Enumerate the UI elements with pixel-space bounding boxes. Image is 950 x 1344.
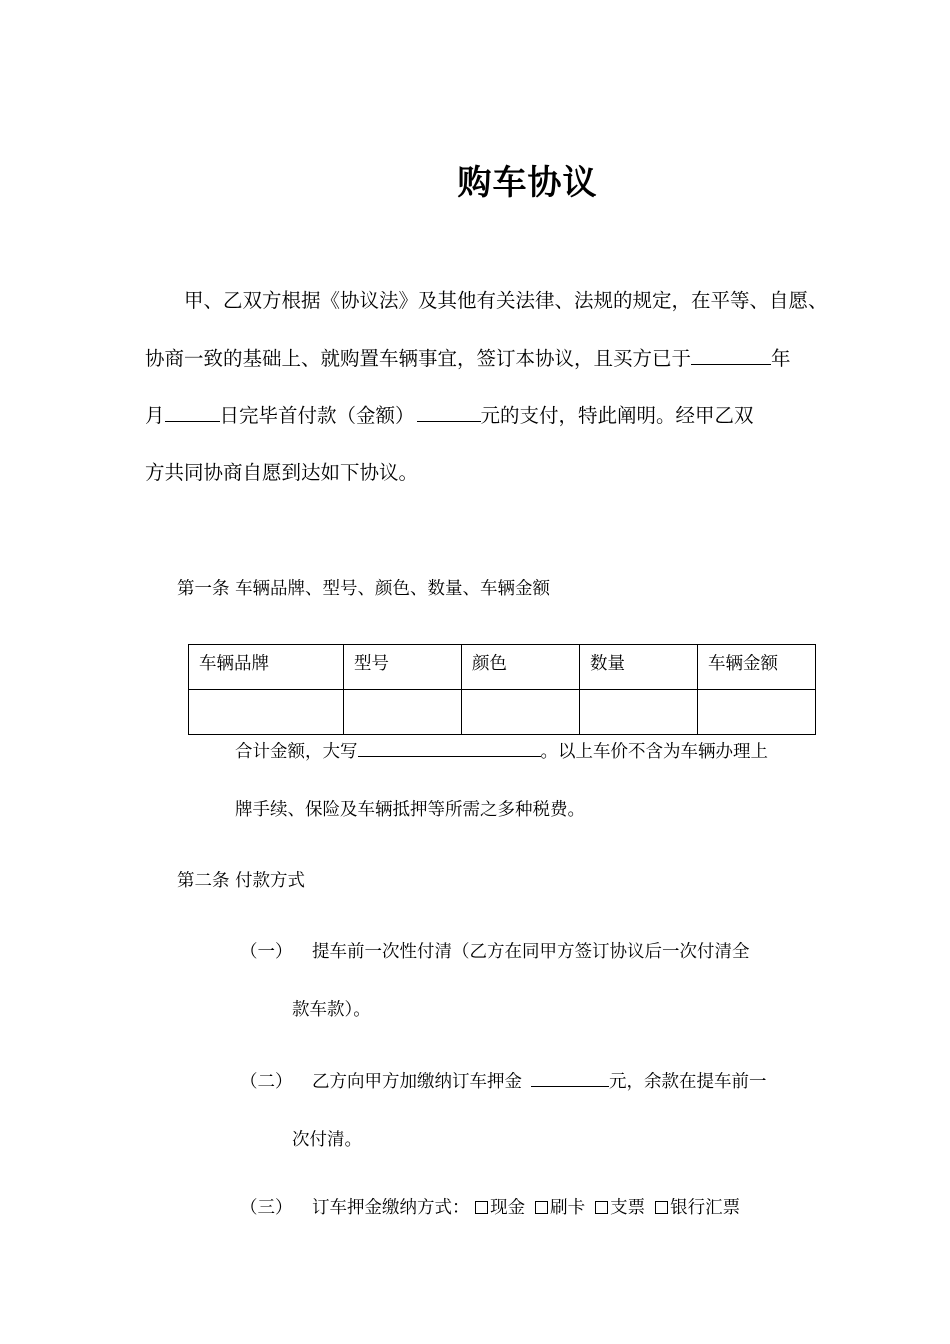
item-1-label: （一） <box>240 942 293 962</box>
total-amount-label: 合计金额，大写 <box>235 742 358 762</box>
cell-amount[interactable] <box>698 690 816 735</box>
total-amount-note: 。以上车价不含为车辆办理上 <box>540 742 768 762</box>
option-cash-label: 现金 <box>490 1198 526 1218</box>
cell-color[interactable] <box>462 690 580 735</box>
intro-line-2 <box>145 343 791 371</box>
intro-line-3-tail: 元的支付，特此阐明。经甲乙双 <box>480 404 754 427</box>
item-2-text-b: 元，余款在提车前一 <box>609 1072 767 1092</box>
intro-line-1: 甲、乙双方根据《协议法》及其他有关法律、法规的规定，在平等、自愿、 <box>184 289 828 312</box>
total-amount-blank[interactable] <box>358 739 541 757</box>
header-quantity: 数量 <box>580 645 698 690</box>
item-1-text: 提车前一次性付清（乙方在同甲方签订协议后一次付清全 <box>312 942 750 962</box>
intro-line-4: 方共同协商自愿到达如下协议。 <box>145 461 419 484</box>
intro-month-label: 月 <box>145 404 165 427</box>
intro-line-3-mid: 日完毕首付款（金额） <box>219 404 415 427</box>
table-row <box>189 690 816 735</box>
checkbox-check[interactable] <box>595 1201 608 1214</box>
option-card-label: 刷卡 <box>550 1198 586 1218</box>
header-color: 颜色 <box>462 645 580 690</box>
article-2-heading: 第二条 付款方式 <box>177 871 306 891</box>
vehicle-spec-table <box>188 644 816 735</box>
cell-model[interactable] <box>344 690 462 735</box>
option-check-label: 支票 <box>610 1198 646 1218</box>
intro-line-2-text: 协商一致的基础上、就购置车辆事宜，签订本协议，且买方已于 <box>145 347 692 370</box>
checkbox-bank-draft[interactable] <box>655 1201 668 1214</box>
table-header-row <box>189 645 816 690</box>
intro-line-3 <box>145 400 754 428</box>
document-title: 购车协议 <box>457 163 598 203</box>
item-2-label: （二） <box>240 1072 293 1092</box>
option-bank-draft-label: 银行汇票 <box>670 1198 741 1218</box>
cell-quantity[interactable] <box>580 690 698 735</box>
cell-brand[interactable] <box>189 690 344 735</box>
date-month-blank[interactable] <box>165 402 220 422</box>
item-1-continuation: 款车款）。 <box>292 1000 371 1020</box>
item-2-continuation: 次付清。 <box>292 1130 362 1150</box>
item-3-label-text: 订车押金缴纳方式： <box>312 1198 470 1218</box>
date-year-blank[interactable] <box>691 345 771 365</box>
item-2-text-a: 乙方向甲方加缴纳订车押金 <box>312 1072 522 1092</box>
header-model: 型号 <box>344 645 462 690</box>
item-3-text <box>312 1194 740 1219</box>
header-brand: 车辆品牌 <box>189 645 344 690</box>
total-amount-line <box>235 738 768 763</box>
item-3-label: （三） <box>240 1198 293 1218</box>
total-amount-line-2: 牌手续、保险及车辆抵押等所需之多种税费。 <box>235 800 585 820</box>
header-amount: 车辆金额 <box>698 645 816 690</box>
checkbox-card[interactable] <box>535 1201 548 1214</box>
item-2-text <box>312 1068 767 1093</box>
article-1-heading: 第一条 车辆品牌、型号、颜色、数量、车辆金额 <box>177 579 551 599</box>
intro-year-label: 年 <box>771 347 791 370</box>
checkbox-cash[interactable] <box>475 1201 488 1214</box>
down-payment-amount-blank[interactable] <box>417 402 481 422</box>
deposit-amount-blank[interactable] <box>531 1069 609 1087</box>
